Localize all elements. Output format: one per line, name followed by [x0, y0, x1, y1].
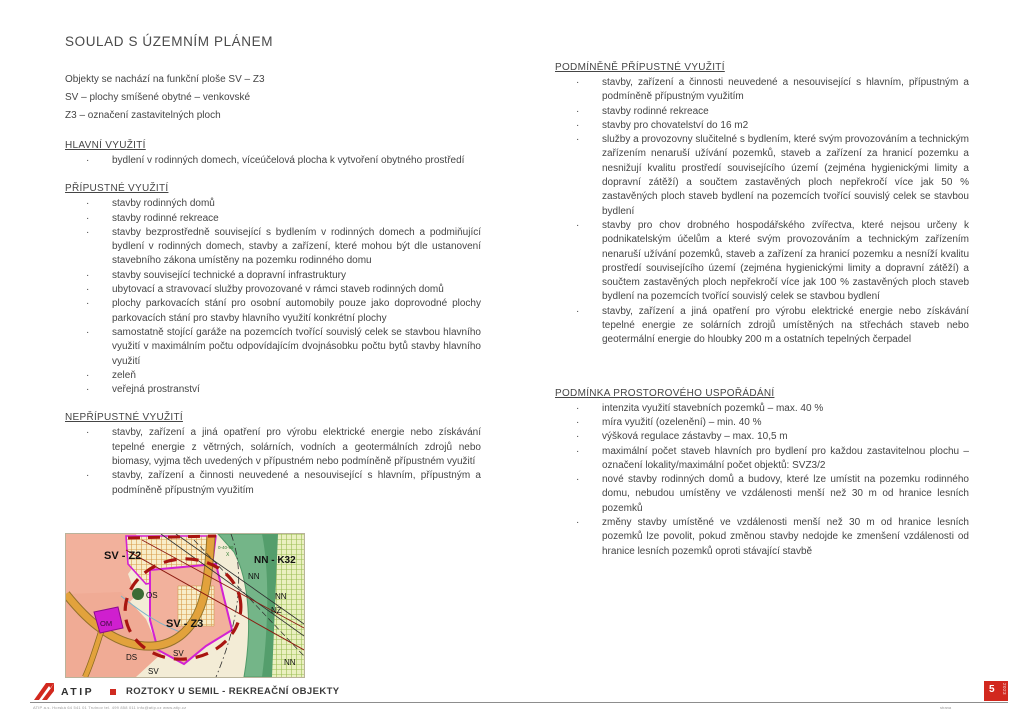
- map-label-sv-z3: SV - Z3: [166, 618, 204, 630]
- bullet-list: [65, 197, 481, 397]
- bullet-item: · stavby bezprostředně související s bydlením v rodinných domech a podmiňující bydlení v rodinných domech, stavby a zařízení, které mohou být dle ustanovení stavebního zákona umístěny na pozemku rodinného domu: [65, 226, 481, 269]
- section-heading: PODMÍNĚNĚ PŘÍPUSTNÉ VYUŽITÍ: [555, 62, 725, 73]
- map-label-nn: NN: [275, 592, 287, 601]
- section-heading: PŘÍPUSTNÉ VYUŽITÍ: [65, 183, 169, 195]
- bullet-item: · změny stavby umístěné ve vzdálenosti menší než 30 m od hranice lesních pozemků lze povolit, pokud změnou stavby nedojde ke zmenšení vzdálenosti od hranice lesních pozemků oproti stávající stavbě: [555, 516, 969, 559]
- bullet-item: · samostatně stojící garáže na pozemcích tvořící souvislý celek se stavbou hlavního využití v maximálním počtu odpovídajícím dvojnásobku počtu bytů stavby hlavního využití: [65, 326, 481, 369]
- bullet-item: · ubytovací a stravovací služby provozované v rámci staveb rodinných domů: [65, 283, 481, 297]
- page-title: SOULAD S ÚZEMNÍM PLÁNEM: [65, 34, 274, 49]
- section-podminka-usporadani: [555, 388, 969, 559]
- right-column: [555, 0, 969, 559]
- zoning-map: [65, 533, 305, 678]
- map-label-sv-z2: SV - Z2: [104, 550, 142, 562]
- map-label-os: OS: [146, 591, 158, 600]
- footer-page-label: strana: [940, 705, 952, 710]
- map-label-ds: DS: [126, 653, 138, 662]
- atip-logo-icon: [33, 682, 55, 701]
- map-area-os: [132, 588, 144, 600]
- map-label-marker: 0-40-99: [218, 545, 234, 550]
- map-label-om: OM: [100, 619, 113, 628]
- bullet-item: · veřejná prostranství: [65, 383, 481, 397]
- map-label-marker-x: X: [226, 552, 230, 558]
- bullet-item: · stavby pro chovatelství do 16 m2: [555, 119, 969, 133]
- bullet-item: · plochy parkovacích stání pro osobní automobily pouze jako doprovodné plochy parkovacích stání pro stavby hlavního využití konkrétní plochy: [65, 297, 481, 326]
- intro-block: [65, 71, 481, 125]
- section-heading: HLAVNÍ VYUŽITÍ: [65, 140, 146, 151]
- left-column: [65, 0, 481, 498]
- footer-contact-line: ATIP a.s. Horská 64 541 01 Trutnov tel. 499 858 011 info@atip.cz www.atip.cz: [33, 705, 187, 710]
- page-badge-year: 2023: [1002, 683, 1007, 696]
- page-number: 5: [989, 684, 995, 695]
- bullet-item: · stavby související technické a dopravní infrastruktury: [65, 269, 481, 283]
- bullet-item: · intenzita využití stavebních pozemků – max. 40 %: [555, 402, 969, 416]
- intro-line: Objekty se nachází na funkční ploše SV – Z3: [65, 74, 265, 85]
- bullet-item: · služby a provozovny slučitelné s bydlením, které svým provozováním a technickým zařízením nenaruší užívání pozemků, staveb a zařízení za hranicí pozemku a nesnižují kvalitu prostředí souvisejícího území (zejména hygienickými limity a dopravní zátěží) a součtem zastavěných ploch nepřekročí více jak 50 % zastavěných ploch staveb bydlení na pozemcích tvořící souvislý celek se stavbou bydlení: [555, 133, 969, 219]
- bullet-item: · stavby, zařízení a jiná opatření pro výrobu elektrické energie nebo získávání tepelné energie z větrných, solárních, vodních a geotermálních zdrojů nebo biomasy, vyjma těch uvedených v přípustném nebo podmíněně přípustném využití: [65, 426, 481, 469]
- bullet-item: · stavby, zařízení a jiná opatření pro výrobu elektrické energie nebo získávání tepelné energie ze solárních zdrojů umístěných na střechách staveb nebo geotermální energie do hloubky 200 m a ostatních tepelných čerpadel: [555, 305, 969, 348]
- bullet-list: [555, 402, 969, 559]
- bullet-item: · nové stavby rodinných domů a budovy, které lze umístit na pozemku rodinného domu, nebudou umístěny ve vzdálenosti menší než 30 m od hranice lesních pozemků: [555, 473, 969, 516]
- map-label-nz: NZ: [271, 606, 282, 615]
- bullet-item: · zeleň: [65, 369, 481, 383]
- zoning-map-figure: [66, 534, 304, 677]
- bullet-item: · stavby rodinné rekreace: [65, 212, 481, 226]
- bullet-list: [65, 426, 481, 497]
- bullet-item: · míra využití (ozelenění) – min. 40 %: [555, 416, 969, 430]
- section-heading: PODMÍNKA PROSTOROVÉHO USPOŘÁDÁNÍ: [555, 387, 775, 399]
- section-nepripustne-vyuziti: [65, 412, 481, 497]
- section-heading: NEPŘÍPUSTNÉ VYUŽITÍ: [65, 412, 183, 424]
- atip-logo-text: ATIP: [61, 686, 95, 698]
- intro-line: SV – plochy smíšené obytné – venkovské: [65, 92, 251, 103]
- bullet-list: [555, 76, 969, 348]
- footer-bullet-icon: [110, 689, 116, 695]
- section-podminene-pripustne: [555, 62, 969, 348]
- page-number-badge: [984, 681, 1008, 701]
- bullet-item: · stavby pro chov drobného hospodářského zvířectva, které nejsou určeny k podnikatelským účelům a které svým provozováním a technickým zařízením nenaruší užívání pozemků, staveb a zařízení za hranicí pozemku a nesníží kvalitu prostředí souvisejícího území (zejména hygienickými limity a dopravní zátěží) a součtem zastavěných ploch nepřekročí více jak 100 % zastavěných ploch staveb bydlení na pozemcích tvořící souvislý celek se stavbou bydlení: [555, 219, 969, 305]
- bullet-item: · maximální počet staveb hlavních pro bydlení pro každou zastavitelnou plochu – označení lokality/maximální počet objektů: SVZ3/2: [555, 445, 969, 474]
- map-label-nn-k32: NN - K32: [254, 555, 296, 566]
- bullet-item: · výšková regulace zástavby – max. 10,5 m: [555, 430, 969, 444]
- bullet-item: · stavby rodinných domů: [65, 197, 481, 211]
- section-hlavni-vyuziti: [65, 140, 481, 168]
- bullet-item: · bydlení v rodinných domech, víceúčelová plocha k vytvoření obytného prostředí: [65, 154, 481, 168]
- footer-divider: [30, 702, 1008, 703]
- bullet-list: [65, 154, 481, 168]
- bullet-item: · stavby, zařízení a činnosti neuvedené a nesouvisející s hlavním, přípustným a podmíněně přípustným využitím: [65, 469, 481, 498]
- bullet-item: · stavby rodinné rekreace: [555, 105, 969, 119]
- section-pripustne-vyuziti: [65, 183, 481, 397]
- project-title: ROZTOKY U SEMIL - REKREAČNÍ OBJEKTY: [126, 686, 340, 697]
- map-label-sv: SV: [148, 667, 159, 676]
- map-label-nn: NN: [248, 572, 260, 581]
- map-label-nn: NN: [284, 658, 296, 667]
- bullet-item: · stavby, zařízení a činnosti neuvedené a nesouvisející s hlavním, přípustným a podmíněně přípustným využitím: [555, 76, 969, 105]
- map-label-sv: SV: [173, 649, 184, 658]
- intro-line: Z3 – označení zastavitelných ploch: [65, 110, 221, 121]
